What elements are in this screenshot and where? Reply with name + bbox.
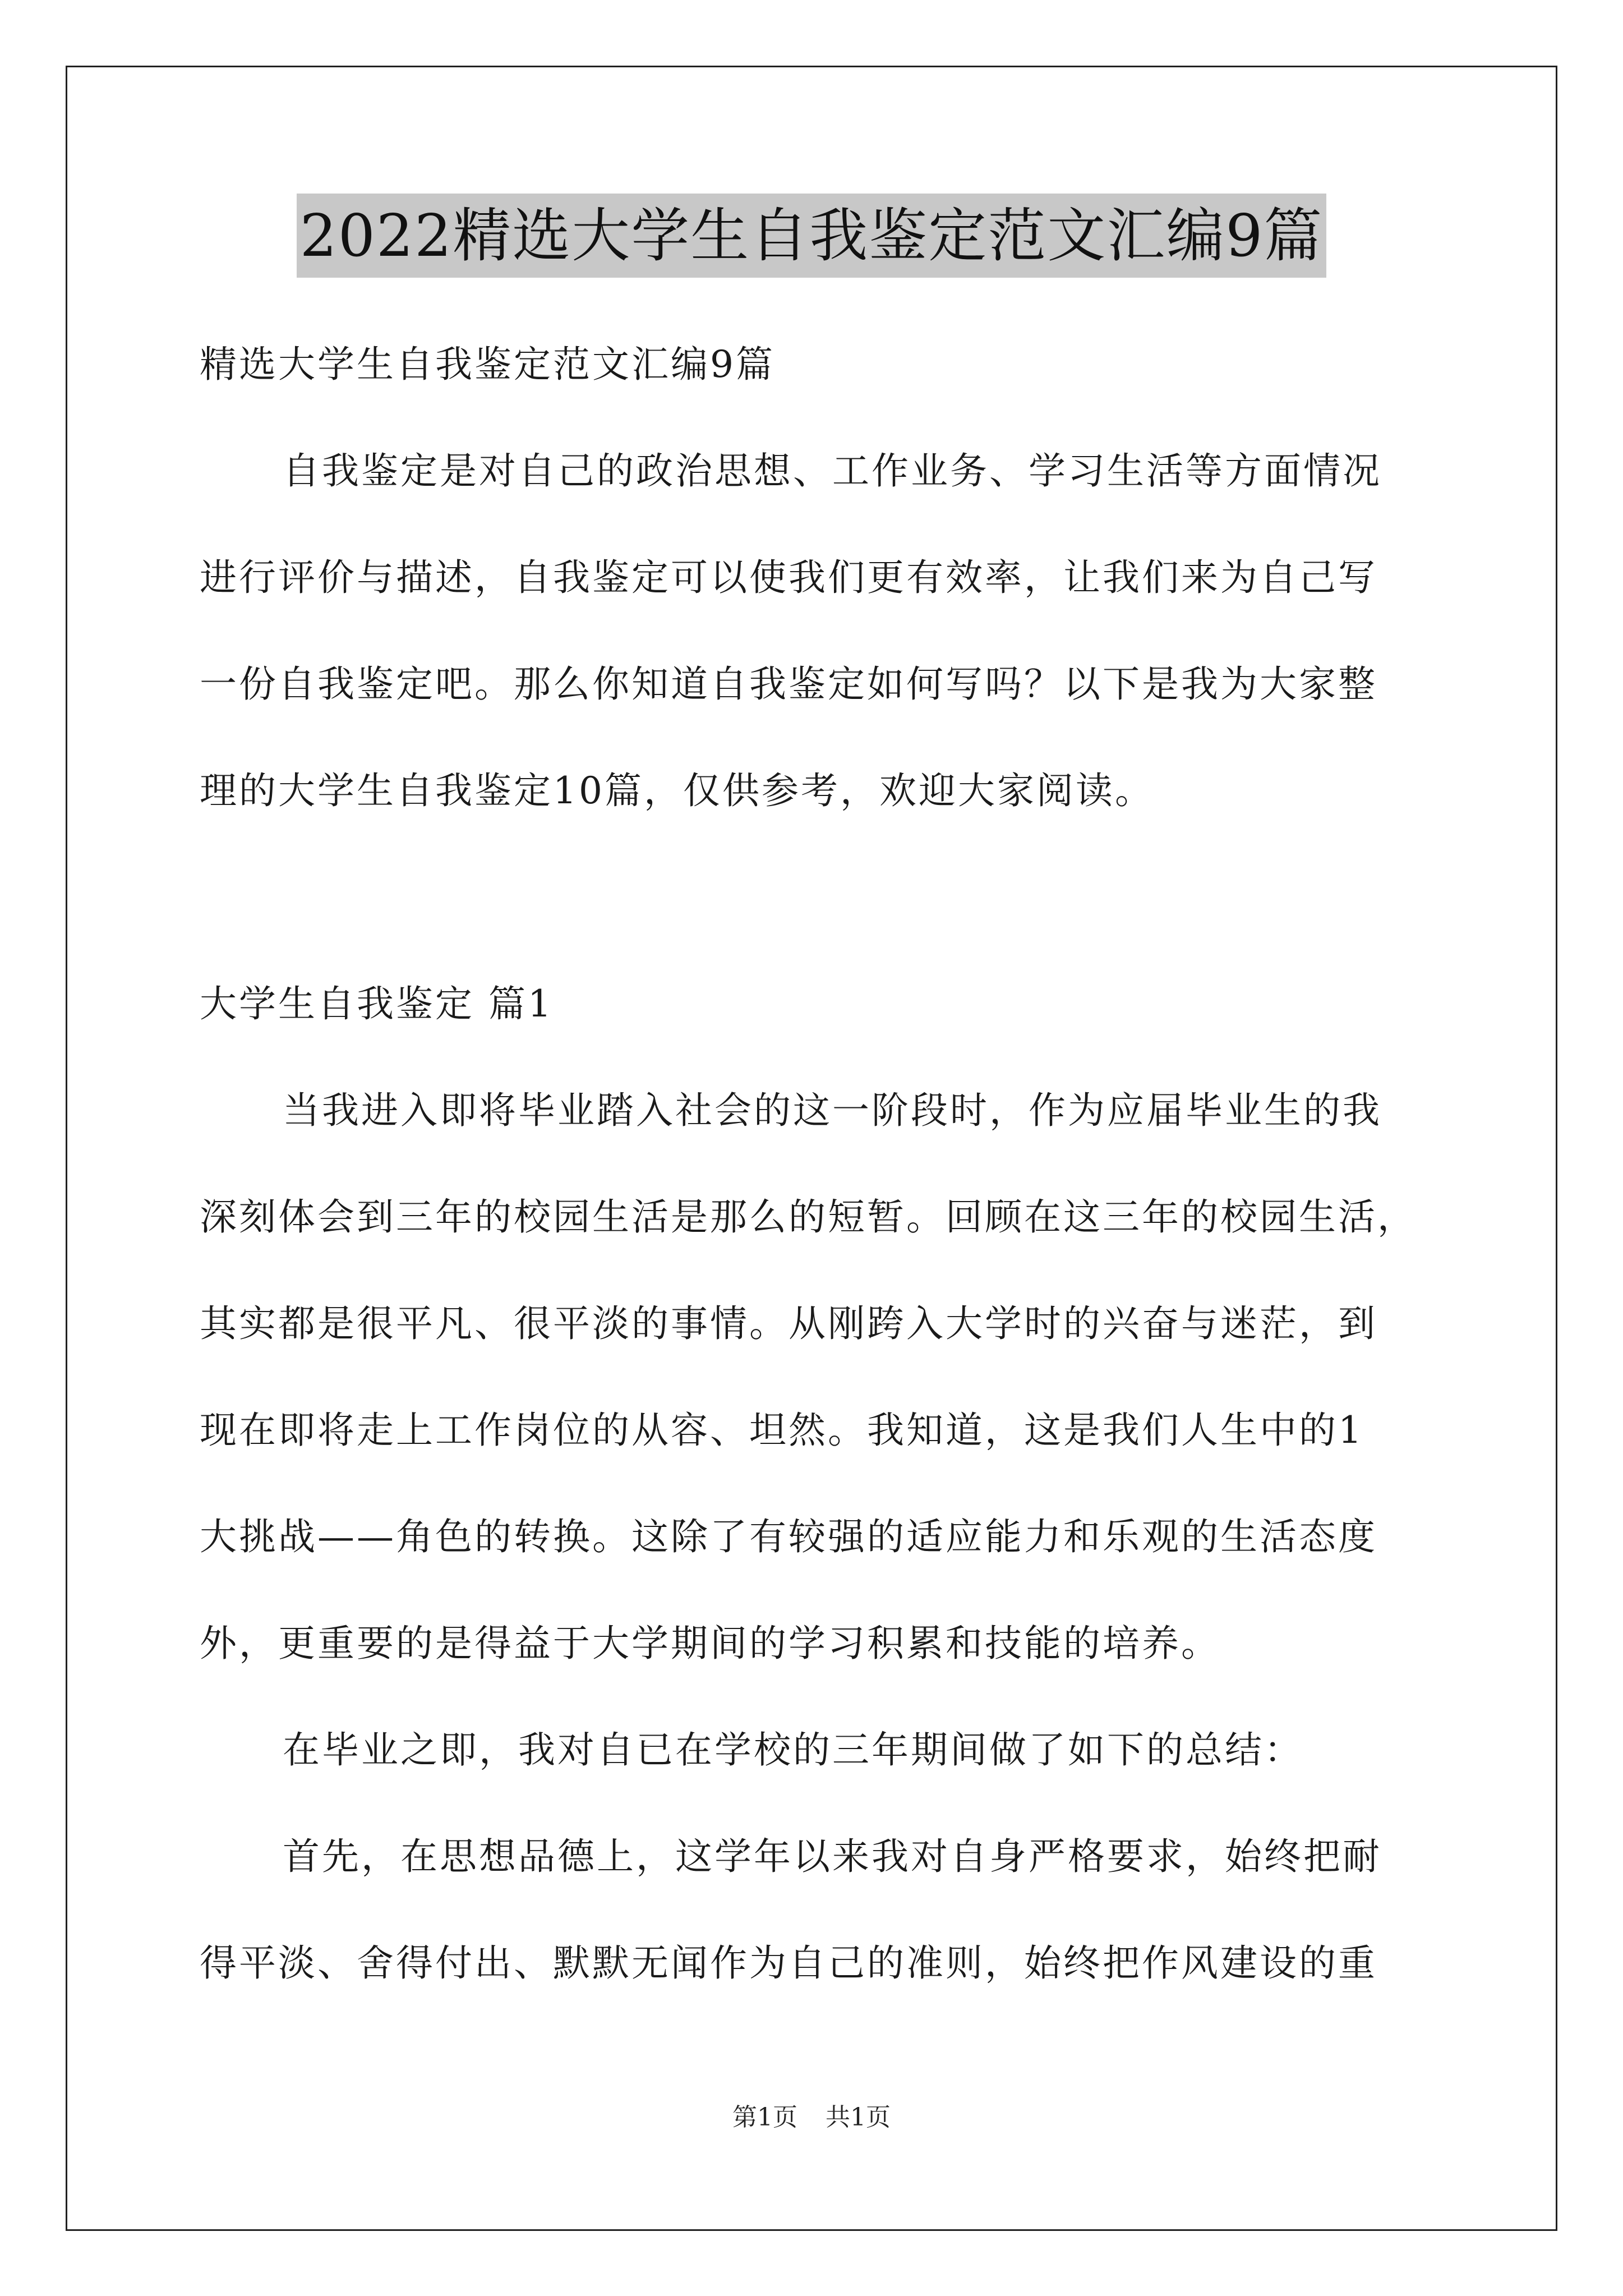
paragraph-gap: [200, 844, 1461, 951]
page-total: 共1页: [826, 2103, 891, 2132]
title-wrap: [0, 194, 1623, 278]
text-line: 精选大学生自我鉴定范文汇编9篇: [200, 343, 775, 386]
text-line: 首先，在思想品德上，这学年以来我对自身严格要求，始终把耐: [283, 1835, 1382, 1878]
text-line: 理的大学生自我鉴定10篇，仅供参考，欢迎大家阅读。: [200, 769, 1154, 812]
page-number: 第1页: [732, 2103, 797, 2132]
text-line: 当我进入即将毕业踏入社会的这一阶段时，作为应届毕业生的我: [283, 1089, 1382, 1132]
document-body: [200, 311, 1461, 2017]
text-line: 外，更重要的是得益于大学期间的学习积累和技能的培养。: [200, 1622, 1220, 1665]
text-line: 进行评价与描述，自我鉴定可以使我们更有效率，让我们来为自己写: [200, 556, 1377, 599]
text-line: 大学生自我鉴定 篇1: [200, 982, 554, 1025]
text-line: 在毕业之即，我对自已在学校的三年期间做了如下的总结：: [283, 1728, 1303, 1772]
text-line: 深刻体会到三年的校园生活是那么的短暂。回顾在这三年的校园生活，: [200, 1195, 1417, 1239]
text-line: 得平淡、舍得付出、默默无闻作为自己的准则，始终把作风建设的重: [200, 1941, 1377, 1985]
document-title: 2022精选大学生自我鉴定范文汇编9篇: [297, 194, 1327, 278]
page-footer: [0, 2101, 1623, 2134]
text-line: 现在即将走上工作岗位的从容、坦然。我知道，这是我们人生中的1: [200, 1409, 1364, 1452]
text-line: 大挑战——角色的转换。这除了有较强的适应能力和乐观的生活态度: [200, 1515, 1377, 1558]
text-line: 自我鉴定是对自己的政治思想、工作业务、学习生活等方面情况: [283, 449, 1382, 493]
text-line: 其实都是很平凡、很平淡的事情。从刚跨入大学时的兴奋与迷茫，到: [200, 1302, 1377, 1345]
text-line: 一份自我鉴定吧。那么你知道自我鉴定如何写吗？以下是我为大家整: [200, 662, 1377, 706]
